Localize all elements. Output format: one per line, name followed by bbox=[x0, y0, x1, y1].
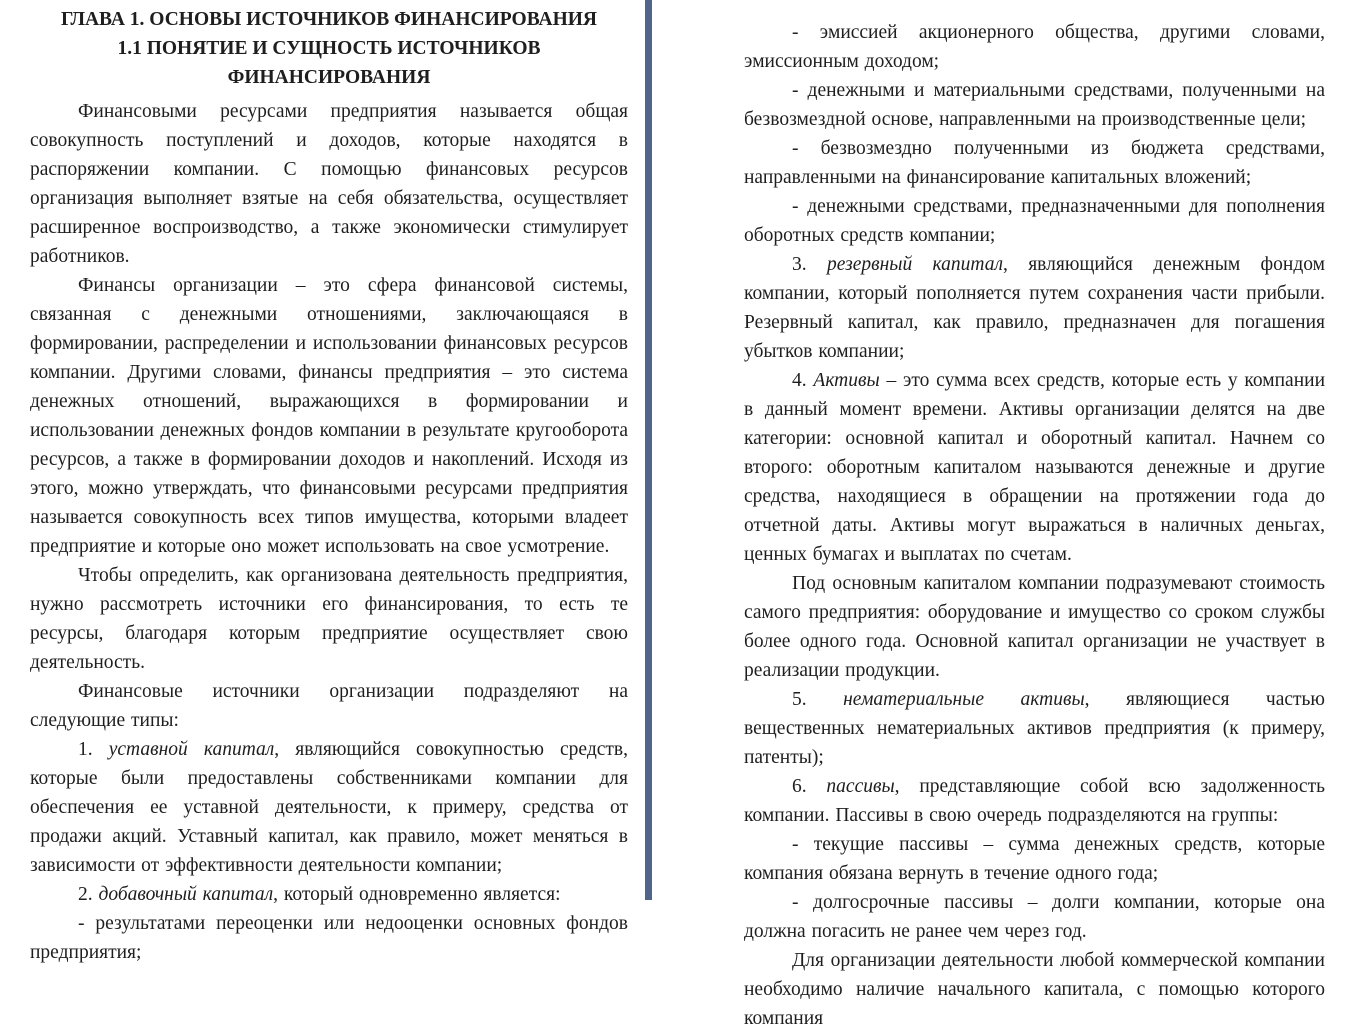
paragraph bbox=[30, 97, 628, 271]
paragraph bbox=[744, 134, 1325, 192]
paragraph bbox=[30, 735, 628, 880]
italic-term: нематериальные активы bbox=[843, 689, 1085, 710]
text-run: Чтобы определить, как организована деятельность предприятия, нужно рассмотреть источники его финансирования, то есть те ресурсы, благодаря которым предприятие осуществляет свою деятельность. bbox=[30, 565, 628, 673]
paragraph bbox=[30, 880, 628, 909]
text-run: Финансовые источники организации подразделяют на следующие типы: bbox=[30, 681, 628, 731]
paragraph bbox=[744, 18, 1325, 76]
paragraph bbox=[30, 677, 628, 735]
left-page bbox=[30, 0, 628, 967]
italic-term: добавочный капитал bbox=[98, 884, 274, 905]
text-run: - долгосрочные пассивы – долги компании, которые она должна погасить не ранее чем через год. bbox=[744, 892, 1325, 942]
page-divider bbox=[645, 0, 652, 900]
text-run: - безвозмездно полученными из бюджета средствами, направленными на финансирование капитальных вложений; bbox=[744, 138, 1325, 188]
paragraph bbox=[744, 569, 1325, 685]
paragraph bbox=[744, 772, 1325, 830]
chapter-heading-line-1: ГЛАВА 1. ОСНОВЫ ИСТОЧНИКОВ ФИНАНСИРОВАНИЯ bbox=[60, 9, 598, 30]
right-page bbox=[744, 0, 1325, 1033]
text-run: , являющийся денежным фондом компании, который пополняется путем сохранения части прибыли. Резервный капитал, как правило, предназначен для погашения убытков компании; bbox=[744, 254, 1326, 362]
italic-term: пассивы bbox=[826, 776, 895, 797]
paragraph bbox=[744, 192, 1325, 250]
paragraph bbox=[30, 561, 628, 677]
italic-term: Активы bbox=[813, 370, 880, 391]
text-run: - эмиссией акционерного общества, другими словами, эмиссионным доходом; bbox=[744, 22, 1325, 72]
text-run: 6. bbox=[792, 776, 827, 797]
right-page-body bbox=[744, 18, 1325, 1033]
text-run: 5. bbox=[792, 689, 844, 710]
text-run: - результатами переоценки или недооценки основных фондов предприятия; bbox=[30, 913, 628, 963]
text-run: – это сумма всех средств, которые есть у компании в данный момент времени. Активы организации делятся на две категории: основной капитал и оборотный капитал. Начнем со второго: оборотным капиталом называются денежные и другие средства, находящиеся в обращении на протяжении года до отчетной даты. Активы могут выражаться в наличных деньгах, ценных бумагах и выплатах по счетам. bbox=[744, 370, 1326, 565]
text-run: , который одновременно является: bbox=[273, 884, 561, 905]
text-run: 1. bbox=[78, 739, 109, 760]
text-run: Для организации деятельности любой коммерческой компании необходимо наличие начального капитала, с помощью которого компания bbox=[744, 950, 1325, 1029]
text-run: 2. bbox=[78, 884, 99, 905]
paragraph bbox=[744, 685, 1325, 772]
text-run: , являющийся совокупностью средств, которые были предоставлены собственниками компании для обеспечения ее уставной деятельности, к примеру, средства от продажи акций. Уставный капитал, как правило, может меняться в зависимости от эффективности деятельности компании; bbox=[30, 739, 629, 876]
text-run: , представляющие собой всю задолженность компании. Пассивы в свою очередь подразделяются на группы: bbox=[744, 776, 1325, 826]
paragraph bbox=[744, 830, 1325, 888]
paragraph bbox=[744, 946, 1325, 1033]
paragraph bbox=[30, 271, 628, 561]
text-run: 4. bbox=[792, 370, 814, 391]
paragraph bbox=[744, 366, 1325, 569]
italic-term: резервный капитал bbox=[826, 254, 1003, 275]
text-run: Финансовыми ресурсами предприятия называется общая совокупность поступлений и доходов, которые находятся в распоряжении компании. С помощью финансовых ресурсов организация выполняет взятые на себя обязательства, осуществляет расширенное воспроизводство, а также экономически стимулирует работников. bbox=[30, 101, 628, 267]
text-run: - денежными и материальными средствами, полученными на безвозмездной основе, направленными на производственные цели; bbox=[744, 80, 1325, 130]
paragraph bbox=[744, 250, 1325, 366]
text-run: Финансы организации – это сфера финансовой системы, связанная с денежными отношениями, заключающаяся в формировании, распределении и использовании финансовых ресурсов компании. Другими словами, финансы предприятия – это система денежных отношений, выражающихся в формировании и использовании денежных фондов компании в результате кругооборота ресурсов, а также в формировании доходов и накоплений. Исходя из этого, можно утверждать, что финансовыми ресурсами предприятия называется совокупность всех типов имущества, которыми владеет предприятие и которые оно может использовать на свое усмотрение. bbox=[30, 275, 628, 557]
text-run: 3. bbox=[792, 254, 827, 275]
paragraph bbox=[744, 76, 1325, 134]
text-run: - денежными средствами, предназначенными для пополнения оборотных средств компании; bbox=[744, 196, 1325, 246]
paragraph bbox=[744, 888, 1325, 946]
text-run: - текущие пассивы – сумма денежных средств, которые компания обязана вернуть в течение одного года; bbox=[744, 834, 1325, 884]
text-run: , являющиеся частью вещественных нематериальных активов предприятия (к примеру, патенты); bbox=[744, 689, 1325, 768]
chapter-heading bbox=[30, 5, 628, 92]
text-run: Под основным капиталом компании подразумевают стоимость самого предприятия: оборудование и имущество со сроком службы более одного года. Основной капитал организации не участвует в реализации продукции. bbox=[744, 573, 1325, 681]
chapter-heading-line-3: ФИНАНСИРОВАНИЯ bbox=[227, 67, 431, 88]
paragraph bbox=[30, 909, 628, 967]
italic-term: уставной капитал bbox=[108, 739, 275, 760]
chapter-heading-line-2: 1.1 ПОНЯТИЕ И СУЩНОСТЬ ИСТОЧНИКОВ bbox=[117, 38, 541, 59]
left-page-body bbox=[30, 97, 628, 967]
